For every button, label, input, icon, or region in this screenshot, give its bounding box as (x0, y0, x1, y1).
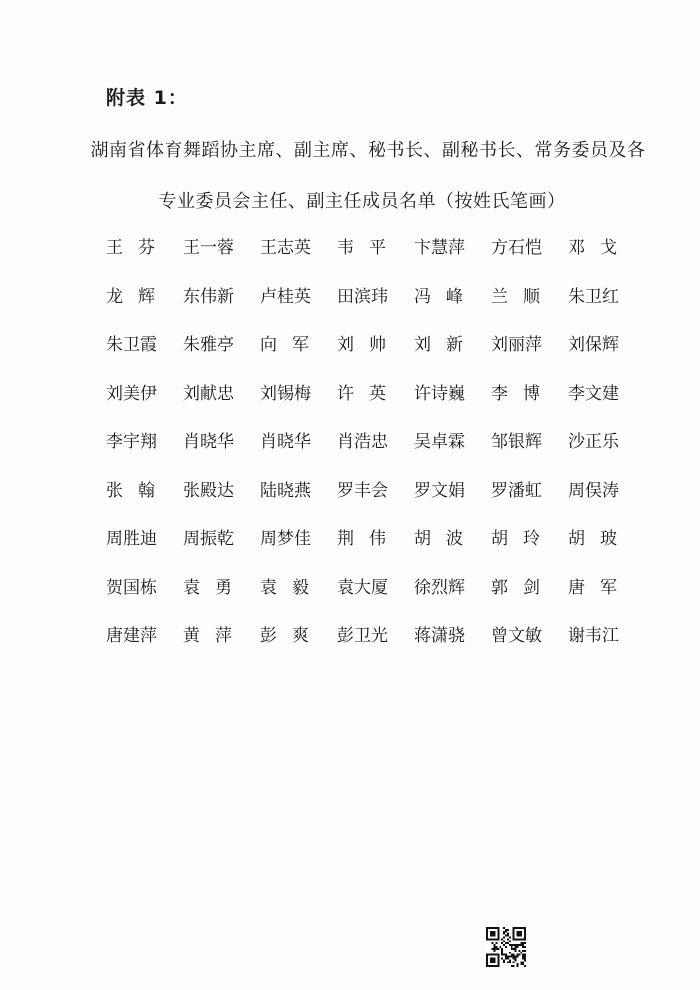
member-name: 卞慧萍 (414, 238, 465, 258)
member-name: 陆晓燕 (260, 480, 311, 501)
member-name: 袁大厦 (337, 577, 388, 598)
member-name: 吴卓霖 (414, 432, 465, 452)
member-name: 贺国栋 (106, 577, 157, 598)
member-name: 谢韦江 (568, 626, 619, 646)
member-name: 朱卫霞 (106, 335, 157, 355)
member-name: 唐军 (568, 577, 632, 598)
member-name: 王志英 (260, 238, 311, 258)
member-name: 韦平 (337, 238, 401, 258)
member-name: 荆伟 (337, 529, 401, 549)
member-name: 东伟新 (183, 286, 234, 307)
member-name: 胡玲 (491, 529, 555, 549)
member-name: 肖晓华 (260, 432, 311, 452)
member-name: 郭剑 (491, 577, 555, 598)
member-name: 王一蓉 (183, 238, 234, 258)
member-name: 胡玻 (568, 529, 632, 549)
member-name: 邓戈 (568, 238, 632, 258)
member-name: 沙正乐 (568, 432, 619, 452)
member-name: 刘锡梅 (260, 383, 311, 404)
member-name: 邹银辉 (491, 432, 542, 452)
member-name: 张翰 (106, 480, 170, 501)
name-list (100, 232, 640, 669)
member-name: 朱雅亭 (183, 335, 234, 355)
member-name: 许诗巍 (414, 383, 465, 404)
member-name: 蒋潇骁 (414, 626, 465, 646)
member-name: 张殿达 (183, 480, 234, 501)
member-name: 刘保辉 (568, 335, 619, 355)
member-name: 唐建萍 (106, 626, 157, 646)
member-name: 李宇翔 (106, 432, 157, 452)
document-title-line-1: 湖南省体育舞蹈协主席、副主席、秘书长、副秘书长、常务委员及各 (90, 140, 646, 161)
member-name: 李博 (491, 383, 555, 404)
member-name: 许英 (337, 383, 401, 404)
member-name: 周梦佳 (260, 529, 311, 549)
member-name: 刘帅 (337, 335, 401, 355)
member-name: 冯峰 (414, 286, 478, 307)
member-name: 袁毅 (260, 577, 324, 598)
member-name: 曾文敏 (491, 626, 542, 646)
member-name: 周胜迪 (106, 529, 157, 549)
member-name: 彭爽 (260, 626, 324, 646)
member-name: 罗文娟 (414, 480, 465, 501)
qr-code-icon (486, 927, 526, 967)
member-name: 彭卫光 (337, 626, 388, 646)
member-name: 罗丰会 (337, 480, 388, 501)
member-name: 周俣涛 (568, 480, 619, 501)
member-name: 刘献忠 (183, 383, 234, 404)
member-name: 胡波 (414, 529, 478, 549)
appendix-heading: 附表 1： (106, 87, 188, 109)
member-name: 肖晓华 (183, 432, 234, 452)
member-name: 黄萍 (183, 626, 247, 646)
member-name: 田滨玮 (337, 286, 388, 307)
member-name: 刘美伊 (106, 383, 157, 404)
member-name: 刘丽萍 (491, 335, 542, 355)
member-name: 肖浩忠 (337, 432, 388, 452)
member-name: 龙辉 (106, 286, 170, 307)
member-name: 李文建 (568, 383, 619, 404)
member-name: 罗潘虹 (491, 480, 542, 501)
document-title-line-2: 专业委员会主任、副主任成员名单（按姓氏笔画） (158, 191, 566, 212)
member-name: 刘新 (414, 335, 478, 355)
member-name: 兰顺 (491, 286, 555, 307)
member-name: 方石恺 (491, 238, 542, 258)
member-name: 周振乾 (183, 529, 234, 549)
member-name: 袁勇 (183, 577, 247, 598)
member-name: 卢桂英 (260, 286, 311, 307)
member-name: 王芬 (106, 238, 170, 258)
member-name: 向军 (260, 335, 324, 355)
member-name: 朱卫红 (568, 286, 619, 307)
member-name: 徐烈辉 (414, 577, 465, 598)
